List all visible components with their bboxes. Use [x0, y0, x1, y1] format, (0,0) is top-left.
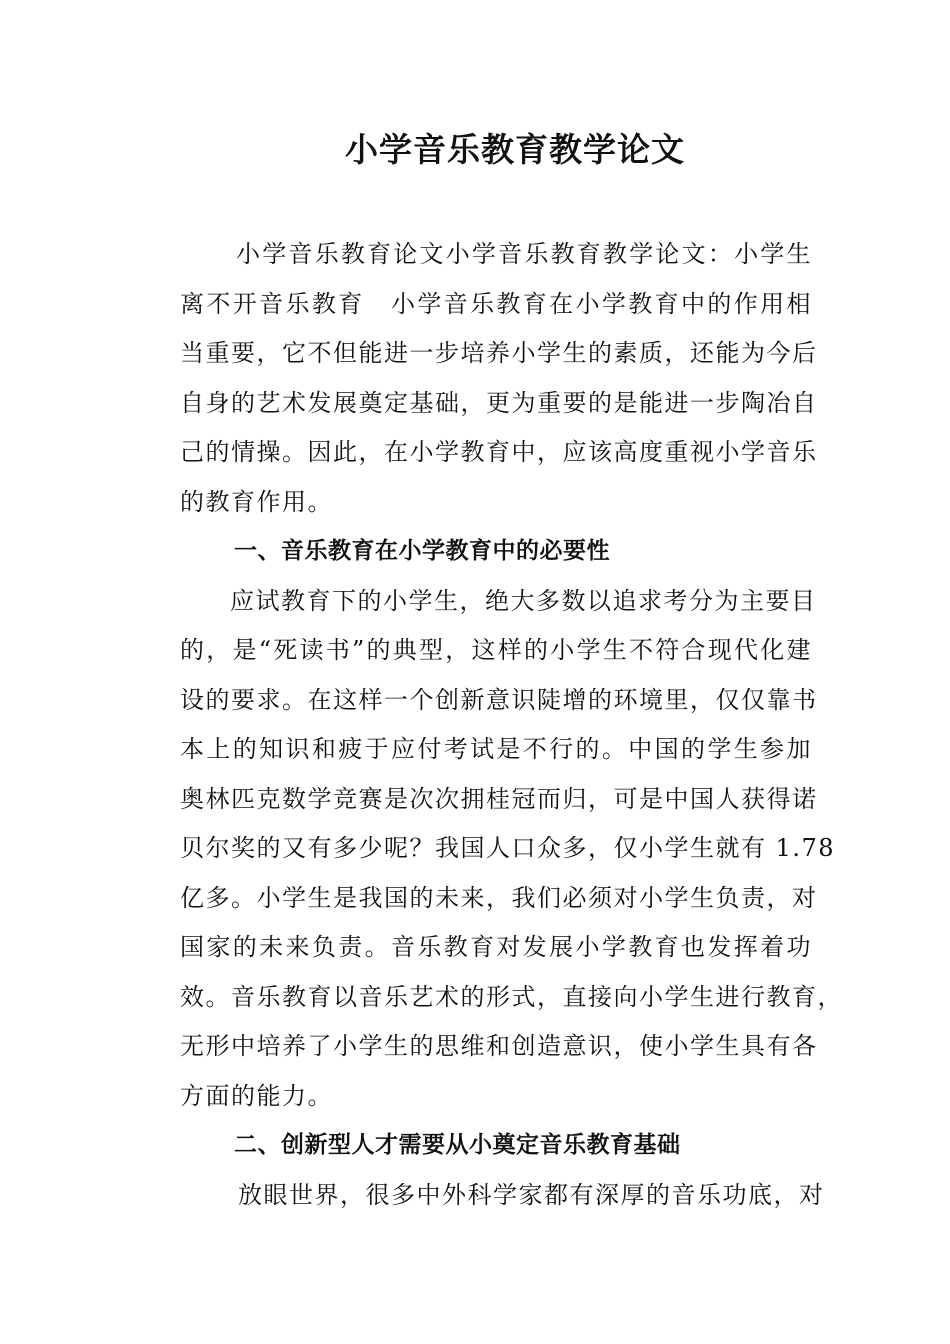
paragraph-line: 的教育作用。: [180, 487, 333, 516]
paragraph-line: 无形中培养了小学生的思维和创造意识，使小学生具有各: [180, 1032, 818, 1060]
paragraph-line: 本上的知识和疲于应付考试是不行的。中国的学生参加: [180, 735, 812, 763]
section-heading-1: 一、音乐教育在小学教育中的必要性: [234, 538, 610, 564]
paragraph-line: 奥林匹克数学竞赛是次次拥桂冠而归，可是中国人获得诺: [180, 784, 818, 813]
paragraph-line: 当重要，它不但能进一步培养小学生的素质，还能为今后: [180, 339, 818, 367]
paragraph-line: 设的要求。在这样一个创新意识陡增的环境里，仅仅靠书: [180, 685, 818, 714]
paragraph-line: 应试教育下的小学生，绝大多数以追求考分为主要目: [230, 586, 817, 615]
paragraph-line: 方面的能力。: [180, 1081, 333, 1110]
paragraph-line: 放眼世界，很多中外科学家都有深厚的音乐功底，对: [238, 1180, 825, 1209]
paragraph-line: 己的情操。因此，在小学教育中，应该高度重视小学音乐: [180, 438, 818, 466]
paragraph-line: 国家的未来负责。音乐教育对发展小学教育也发挥着功: [180, 933, 812, 961]
paragraph-line: 自身的艺术发展奠定基础，更为重要的是能进一步陶冶自: [180, 388, 818, 417]
paragraph-line: 离不开音乐教育 小学音乐教育在小学教育中的作用相: [180, 289, 812, 318]
document-title: 小学音乐教育教学论文: [345, 130, 685, 169]
section-heading-2: 二、创新型人才需要从小奠定音乐教育基础: [234, 1132, 681, 1158]
paragraph-line: 效。音乐教育以音乐艺术的形式，直接向小学生进行教育，: [180, 982, 843, 1011]
paragraph-line: 亿多。小学生是我国的未来，我们必须对小学生负责，对: [180, 883, 818, 912]
paragraph-line: 的，是“死读书”的典型，这样的小学生不符合现代化建: [180, 636, 812, 664]
paragraph-line: 贝尔奖的又有多少呢？我国人口众多，仅小学生就有 1.78: [180, 834, 836, 862]
paragraph-line: 小学音乐教育论文小学音乐教育教学论文：小学生: [236, 240, 812, 268]
document-body: [180, 230, 843, 1220]
